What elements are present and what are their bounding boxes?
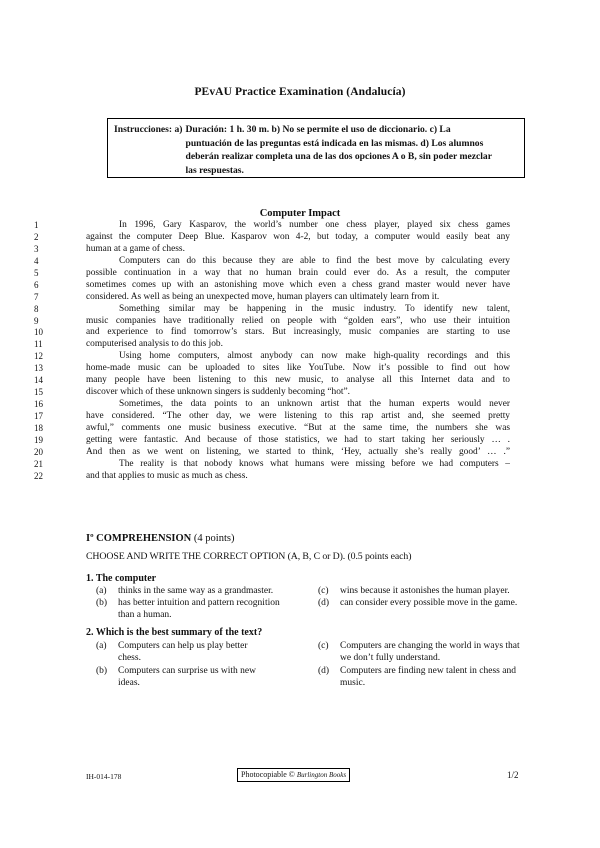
option-text: can consider every possible move in the game. [340,598,518,608]
passage-line [34,267,510,280]
passage-line [34,291,510,304]
line-text: considered. As well as being an unexpected move, human players can ultimately learn from it. [86,291,440,302]
line-number: 5 [34,267,39,278]
instructions-line: puntuación de las preguntas está indicada en las mismas. d) Los alumnos [185,137,484,149]
question-1-option-d [318,598,530,610]
passage-line [34,279,510,292]
line-text: many people have been listening to this new music, to analyse all this Internet data and to [86,375,510,386]
line-number: 1 [34,220,39,230]
line-number: 7 [34,291,39,302]
line-text: Sometimes, the data points to an unknown artist that the human experts would never [119,399,510,410]
line-text: music companies have traditionally relied on people with “golden ears”, who use their intuition [86,315,510,326]
passage-line [34,399,510,411]
photocopiable-notice [237,768,350,782]
comprehension-instruction: CHOOSE AND WRITE THE CORRECT OPTION (A, B, C or D). (0.5 points each) [86,551,412,562]
instructions-line: las respuestas. [185,164,244,176]
option-letter: (b) [96,666,108,676]
option-letter: (a) [96,641,107,651]
line-number: 22 [34,470,43,481]
line-number: 14 [34,375,43,386]
question-1-title: 1. The computer [86,573,157,584]
comprehension-title-text: Iº COMPREHENSION [86,533,192,544]
passage-line [34,231,510,244]
exam-title: PEvAU Practice Examination (Andalucía) [194,86,406,98]
question-1-option-c [318,586,530,598]
passage-line [34,411,510,423]
line-number: 13 [34,363,43,374]
passage-line [34,255,510,268]
photocopiable-text: Photocopiable © [241,770,295,779]
instructions-line: deberán realizar completa una de las dos opciones A o B, sin poder mezclar [185,151,492,163]
publisher-name: Burlington Books [296,771,347,779]
option-letter: (a) [96,586,107,596]
footer-code: IH-014-178 [86,772,122,781]
passage-line [34,363,510,375]
option-text: wins because it astonishes the human player. [340,586,510,596]
instructions-line: Duración: 1 h. 30 m. b) No se permite el uso de diccionario. c) La [185,124,451,135]
line-number: 9 [34,315,39,326]
passage-body [34,220,510,483]
passage-line [34,339,510,351]
line-text: and that applies to music as much as chess. [86,470,248,481]
line-text: Computers can do this because they are able to find the best move by calculating every [119,255,510,266]
passage-title: Computer Impact [259,208,341,219]
line-text: have considered. “The other day, we were listening to this rap artist and, she seemed pretty [86,411,510,421]
line-number: 11 [34,339,43,350]
line-text: home-made music can be uploaded to sites like YouTube. Now it’s possible to find out how [86,363,510,374]
line-number: 8 [34,303,39,314]
option-text: Computers can surprise us with new ideas. [118,666,256,688]
line-text: discover which of these unknown singers is suddenly becoming “hot”. [86,387,351,398]
comprehension-points: (4 points) [193,533,235,544]
line-text: and experience to find tomorrow’s stars. But increasingly, music companies are starting to use [86,327,510,338]
option-text: Computers are finding new talent in chess and music. [340,666,516,688]
option-letter: (c) [318,586,329,596]
passage-line [34,375,510,387]
line-number: 21 [34,458,43,469]
option-letter: (d) [318,666,330,676]
line-number: 12 [34,351,43,362]
line-text: computerised analysis to do this job. [86,339,223,350]
passage-line [34,387,510,399]
question-2-option-b [96,666,291,689]
option-letter: (b) [96,598,108,608]
question-1-option-a [96,586,291,598]
line-number: 15 [34,387,43,398]
question-2-option-c [318,641,530,664]
question-2-title: 2. Which is the best summary of the text? [86,627,263,638]
comprehension-title [86,533,234,544]
line-number: 20 [34,446,43,457]
line-text: getting were fantastic. And because of those statistics, we had to start taking her seriously … . [86,434,510,445]
passage-line [34,351,510,363]
passage-line [34,422,510,435]
line-text: Using home computers, almost anybody can now make high-quality recordings and this [119,351,510,362]
page-number: 1/2 [507,770,519,780]
passage-line [34,446,510,459]
option-text: has better intuition and pattern recognition than a human. [118,598,280,620]
passage-line [34,220,510,232]
line-number: 6 [34,279,39,290]
passage-line [34,327,510,339]
passage-line [34,434,510,447]
line-text: possible continuation in a way that no human brain could ever do. As a result, the computer [86,267,510,278]
line-text: against the computer Deep Blue. Kasparov won 4-2, but today, a computer would easily beat any [86,231,510,242]
line-text: Something similar may be happening in the music industry. To identify new talent, [119,303,510,314]
passage-line [34,243,510,256]
line-number: 10 [34,327,43,338]
passage-line [34,315,510,328]
line-number: 17 [34,411,43,421]
line-text: awful,” comments one music business executive. “But at the same time, the numbers she was [86,422,510,433]
line-number: 16 [34,399,43,410]
option-text: Computers are changing the world in ways that we don’t fully understand. [340,641,520,663]
instructions-box [107,118,525,178]
option-text: Computers can help us play better chess. [118,641,248,663]
line-text: sometimes comes up with an astonishing move which even a chess grand master would never have [86,279,510,290]
line-number: 3 [34,243,39,254]
line-text: human at a game of chess. [86,243,185,254]
line-number: 19 [34,434,43,445]
option-letter: (c) [318,641,329,651]
line-number: 2 [34,231,39,242]
passage-line [34,470,510,483]
line-number: 18 [34,422,43,433]
question-1-option-b [96,598,291,621]
line-text: The reality is that nobody knows what humans were missing before we had computers – [119,458,510,469]
line-text: And then as we went on listening, we started to think, ‘Hey, actually she’s really good’ … .” [86,446,510,457]
instructions-label: Instrucciones: a) [114,124,183,135]
instructions-text [185,123,518,177]
option-text: thinks in the same way as a grandmaster. [118,586,274,596]
question-2-option-d [318,666,530,689]
question-2-option-a [96,641,291,664]
line-text: In 1996, Gary Kasparov, the world’s number one chess player, played six chess games [119,220,510,230]
passage-line [34,458,510,471]
line-number: 4 [34,255,39,266]
passage-line [34,303,510,316]
option-letter: (d) [318,598,330,608]
